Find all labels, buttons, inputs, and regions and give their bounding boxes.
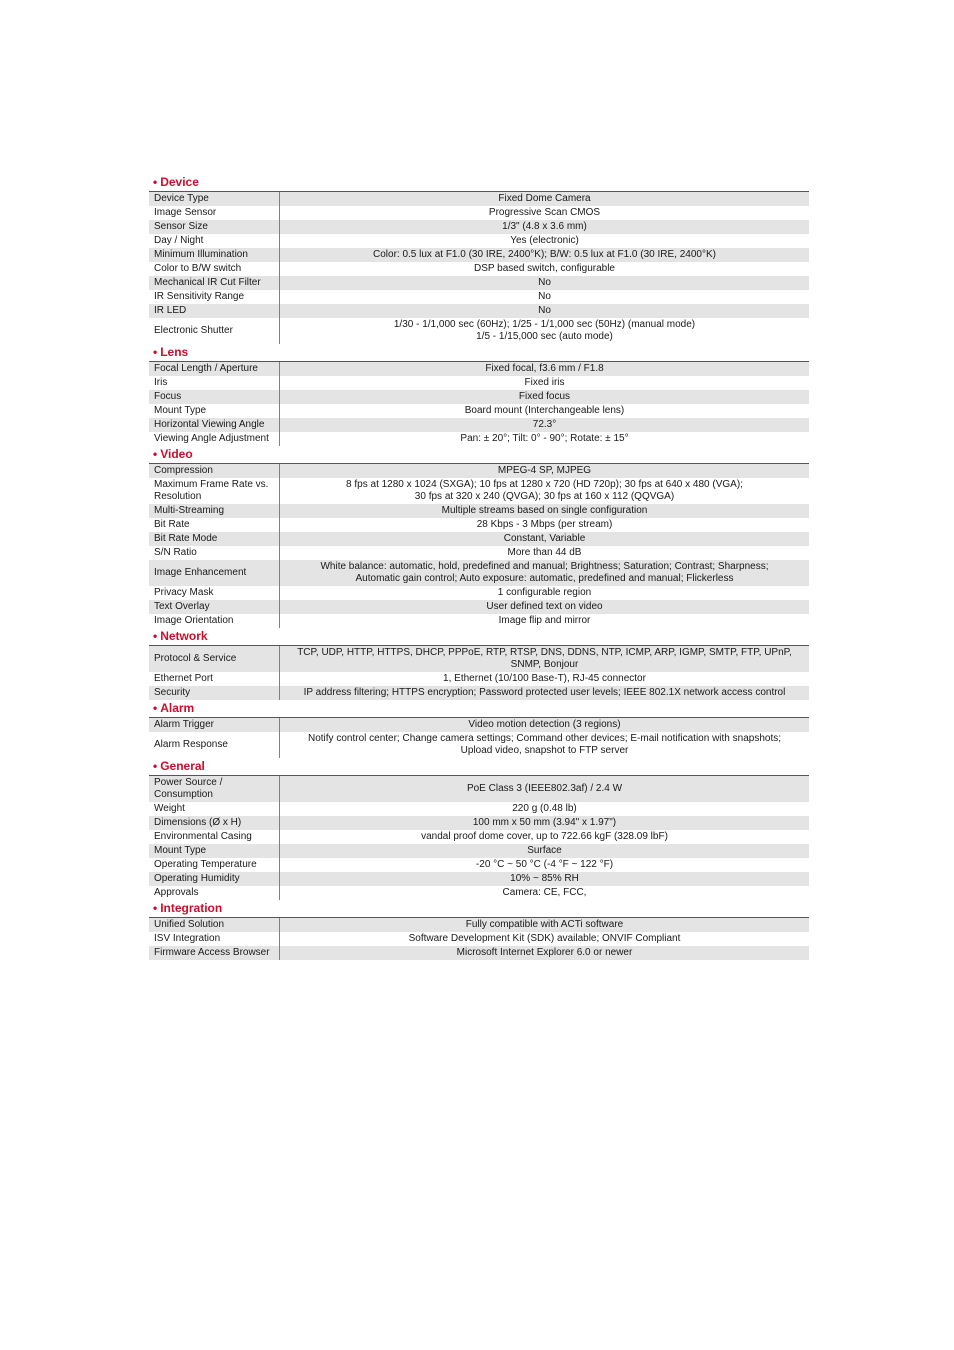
spec-value-line: Progressive Scan CMOS — [488, 207, 601, 218]
spec-value-line: 1/3" (4.8 x 3.6 mm) — [502, 221, 587, 232]
spec-value — [280, 432, 809, 446]
spec-value-line: Upload video, snapshot to FTP server — [460, 745, 629, 756]
spec-row — [149, 418, 809, 432]
spec-label: S/N Ratio — [149, 546, 280, 560]
spec-value — [280, 304, 809, 318]
spec-value — [280, 532, 809, 546]
spec-label: Ethernet Port — [149, 672, 280, 686]
spec-row — [149, 276, 809, 290]
spec-value-line: Automatic gain control; Auto exposure: automatic, predefined and manual; Flickerless — [355, 573, 734, 584]
spec-row — [149, 732, 809, 758]
spec-value — [280, 686, 809, 700]
spec-value-line: Color: 0.5 lux at F1.0 (30 IRE, 2400°K); B/W: 0.5 lux at F1.0 (30 IRE, 2400°K) — [373, 249, 716, 260]
spec-label: Color to B/W switch — [149, 262, 280, 276]
spec-label: Electronic Shutter — [149, 318, 280, 344]
spec-row — [149, 886, 809, 900]
spec-row — [149, 918, 809, 932]
section-title: Alarm — [160, 701, 195, 715]
section-heading — [149, 900, 809, 918]
spec-row — [149, 206, 809, 220]
spec-label: Viewing Angle Adjustment — [149, 432, 280, 446]
spec-value-line: Notify control center; Change camera settings; Command other devices; E-mail notification with snapshots; — [308, 733, 781, 744]
spec-label: Image Orientation — [149, 614, 280, 628]
spec-label: Maximum Frame Rate vs. Resolution — [149, 478, 280, 504]
spec-row — [149, 478, 809, 504]
spec-row — [149, 518, 809, 532]
spec-value-line: Constant, Variable — [503, 533, 586, 544]
spec-value — [280, 614, 809, 628]
spec-label: Privacy Mask — [149, 586, 280, 600]
spec-label: Horizontal Viewing Angle — [149, 418, 280, 432]
bullet-icon: • — [153, 447, 158, 461]
spec-row — [149, 318, 809, 344]
section-title: Lens — [160, 345, 189, 359]
spec-label: Multi-Streaming — [149, 504, 280, 518]
spec-label: Power Source / Consumption — [149, 776, 280, 802]
spec-row — [149, 646, 809, 672]
spec-label: Device Type — [149, 192, 280, 206]
spec-value — [280, 946, 809, 960]
spec-label: IR Sensitivity Range — [149, 290, 280, 304]
spec-value — [280, 600, 809, 614]
spec-value — [280, 802, 809, 816]
spec-value — [280, 918, 809, 932]
spec-value — [280, 732, 809, 758]
spec-value — [280, 932, 809, 946]
spec-row — [149, 686, 809, 700]
spec-label: IR LED — [149, 304, 280, 318]
section-heading — [149, 758, 809, 776]
spec-value-line: Microsoft Internet Explorer 6.0 or newer — [456, 947, 633, 958]
spec-value-line: 8 fps at 1280 x 1024 (SXGA); 10 fps at 1280 x 720 (HD 720p); 30 fps at 640 x 480 (VGA); — [346, 479, 743, 490]
spec-value — [280, 390, 809, 404]
spec-label: Mount Type — [149, 844, 280, 858]
spec-value-line: Video motion detection (3 regions) — [468, 719, 621, 730]
spec-value — [280, 844, 809, 858]
spec-label: Bit Rate Mode — [149, 532, 280, 546]
spec-label: Alarm Response — [149, 732, 280, 758]
section-heading — [149, 174, 809, 192]
spec-value-line: Board mount (Interchangeable lens) — [464, 405, 625, 416]
spec-value — [280, 290, 809, 304]
spec-label: Focal Length / Aperture — [149, 362, 280, 376]
spec-row — [149, 390, 809, 404]
spec-label: Unified Solution — [149, 918, 280, 932]
spec-label: Weight — [149, 802, 280, 816]
spec-value — [280, 672, 809, 686]
spec-value-line: Fully compatible with ACTi software — [465, 919, 624, 930]
spec-label: Day / Night — [149, 234, 280, 248]
spec-value — [280, 276, 809, 290]
spec-value — [280, 418, 809, 432]
spec-row — [149, 776, 809, 802]
spec-value-line: Fixed focus — [518, 391, 571, 402]
section-heading — [149, 446, 809, 464]
spec-value — [280, 248, 809, 262]
spec-value — [280, 318, 809, 344]
spec-value-line: Surface — [527, 845, 562, 856]
spec-value-line: 30 fps at 320 x 240 (QVGA); 30 fps at 160 x 112 (QQVGA) — [414, 491, 675, 502]
spec-value-line: More than 44 dB — [507, 547, 582, 558]
spec-value — [280, 262, 809, 276]
spec-row — [149, 432, 809, 446]
spec-row — [149, 600, 809, 614]
spec-label: Image Sensor — [149, 206, 280, 220]
spec-value-line: White balance: automatic, hold, predefined and manual; Brightness; Saturation; Contrast; Sharpness; — [320, 561, 769, 572]
spec-label: Approvals — [149, 886, 280, 900]
spec-value-line: No — [538, 305, 551, 316]
section-title: Integration — [160, 901, 223, 915]
spec-row — [149, 672, 809, 686]
spec-value — [280, 192, 809, 206]
spec-value — [280, 234, 809, 248]
spec-row — [149, 802, 809, 816]
spec-value-line: TCP, UDP, HTTP, HTTPS, DHCP, PPPoE, RTP, RTSP, DNS, DDNS, NTP, ICMP, ARP, IGMP, SMTP, FTP, UPnP, — [297, 647, 792, 658]
spec-label: Sensor Size — [149, 220, 280, 234]
spec-label: Mount Type — [149, 404, 280, 418]
section-title: Device — [160, 175, 199, 189]
spec-value — [280, 546, 809, 560]
spec-value-line: DSP based switch, configurable — [473, 263, 615, 274]
spec-row — [149, 404, 809, 418]
spec-value-line: 1/5 - 1/15,000 sec (auto mode) — [476, 331, 613, 342]
spec-value-line: Software Development Kit (SDK) available; ONVIF Compliant — [408, 933, 681, 944]
spec-label: ISV Integration — [149, 932, 280, 946]
spec-value-line: Yes (electronic) — [510, 235, 579, 246]
spec-value — [280, 718, 809, 732]
spec-value — [280, 362, 809, 376]
spec-value-line: Fixed focal, f3.6 mm / F1.8 — [485, 363, 604, 374]
spec-label: Alarm Trigger — [149, 718, 280, 732]
spec-value — [280, 464, 809, 478]
spec-value-line: MPEG-4 SP, MJPEG — [497, 465, 592, 476]
spec-value — [280, 504, 809, 518]
spec-value — [280, 830, 809, 844]
spec-label: Text Overlay — [149, 600, 280, 614]
section-heading — [149, 344, 809, 362]
spec-row — [149, 614, 809, 628]
spec-value-line: 100 mm x 50 mm (3.94" x 1.97") — [472, 817, 617, 828]
spec-value — [280, 886, 809, 900]
bullet-icon: • — [153, 759, 158, 773]
spec-row — [149, 220, 809, 234]
section-title: Video — [160, 447, 193, 461]
spec-value — [280, 776, 809, 802]
spec-row — [149, 872, 809, 886]
spec-label: Minimum Illumination — [149, 248, 280, 262]
spec-label: Mechanical IR Cut Filter — [149, 276, 280, 290]
bullet-icon: • — [153, 901, 158, 915]
spec-row — [149, 192, 809, 206]
spec-value-line: Image flip and mirror — [498, 615, 591, 626]
spec-row — [149, 844, 809, 858]
spec-label: Image Enhancement — [149, 560, 280, 586]
spec-value-line: No — [538, 291, 551, 302]
section-heading — [149, 628, 809, 646]
spec-row — [149, 816, 809, 830]
spec-value — [280, 872, 809, 886]
spec-label: Iris — [149, 376, 280, 390]
spec-value-line: IP address filtering; HTTPS encryption; Password protected user levels; IEEE 802.1X network access control — [303, 687, 786, 698]
spec-value-line: Fixed Dome Camera — [498, 193, 591, 204]
spec-label: Compression — [149, 464, 280, 478]
spec-row — [149, 546, 809, 560]
spec-value-line: 1 configurable region — [497, 587, 592, 598]
spec-value — [280, 376, 809, 390]
spec-label: Bit Rate — [149, 518, 280, 532]
spec-label: Security — [149, 686, 280, 700]
spec-row — [149, 504, 809, 518]
spec-row — [149, 362, 809, 376]
spec-label: Protocol & Service — [149, 646, 280, 672]
spec-value — [280, 646, 809, 672]
spec-value — [280, 478, 809, 504]
section-heading — [149, 700, 809, 718]
bullet-icon: • — [153, 175, 158, 189]
spec-value — [280, 816, 809, 830]
spec-value-line: 220 g (0.48 lb) — [512, 803, 577, 814]
spec-row — [149, 560, 809, 586]
spec-value-line: Pan: ± 20°; Tilt: 0° - 90°; Rotate: ± 15° — [460, 433, 629, 444]
spec-value-line: No — [538, 277, 551, 288]
spec-value-line: 1/30 - 1/1,000 sec (60Hz); 1/25 - 1/1,000 sec (50Hz) (manual mode) — [393, 319, 696, 330]
spec-row — [149, 248, 809, 262]
spec-row — [149, 586, 809, 600]
spec-label: Operating Temperature — [149, 858, 280, 872]
spec-row — [149, 532, 809, 546]
spec-label: Operating Humidity — [149, 872, 280, 886]
spec-value-line: -20 °C ~ 50 °C (-4 °F ~ 122 °F) — [475, 859, 614, 870]
spec-value-line: Camera: CE, FCC, — [502, 887, 587, 898]
spec-value-line: Multiple streams based on single configuration — [441, 505, 648, 516]
spec-value — [280, 220, 809, 234]
spec-label: Focus — [149, 390, 280, 404]
spec-value-line: 28 Kbps - 3 Mbps (per stream) — [476, 519, 613, 530]
spec-label: Firmware Access Browser — [149, 946, 280, 960]
spec-value-line: SNMP, Bonjour — [510, 659, 579, 670]
spec-row — [149, 858, 809, 872]
spec-value-line: Fixed iris — [524, 377, 565, 388]
spec-row — [149, 262, 809, 276]
bullet-icon: • — [153, 701, 158, 715]
section-title: General — [160, 759, 205, 773]
spec-row — [149, 464, 809, 478]
spec-row — [149, 290, 809, 304]
spec-value — [280, 560, 809, 586]
spec-row — [149, 718, 809, 732]
spec-row — [149, 234, 809, 248]
spec-value — [280, 586, 809, 600]
spec-value-line: 1, Ethernet (10/100 Base-T), RJ-45 connector — [443, 673, 646, 684]
spec-table — [149, 174, 809, 960]
spec-value — [280, 518, 809, 532]
spec-row — [149, 304, 809, 318]
bullet-icon: • — [153, 629, 158, 643]
spec-row — [149, 830, 809, 844]
spec-value-line: 10% ~ 85% RH — [510, 873, 579, 884]
spec-row — [149, 932, 809, 946]
spec-label: Dimensions (Ø x H) — [149, 816, 280, 830]
spec-value — [280, 404, 809, 418]
bullet-icon: • — [153, 345, 158, 359]
spec-label: Environmental Casing — [149, 830, 280, 844]
spec-value-line: User defined text on video — [486, 601, 603, 612]
spec-row — [149, 376, 809, 390]
spec-value — [280, 206, 809, 220]
spec-row — [149, 946, 809, 960]
section-title: Network — [160, 629, 208, 643]
spec-value-line: vandal proof dome cover, up to 722.66 kgF (328.09 lbF) — [421, 831, 668, 842]
spec-value-line: PoE Class 3 (IEEE802.3af) / 2.4 W — [466, 783, 623, 794]
spec-value-line: 72.3° — [532, 419, 557, 430]
spec-value — [280, 858, 809, 872]
